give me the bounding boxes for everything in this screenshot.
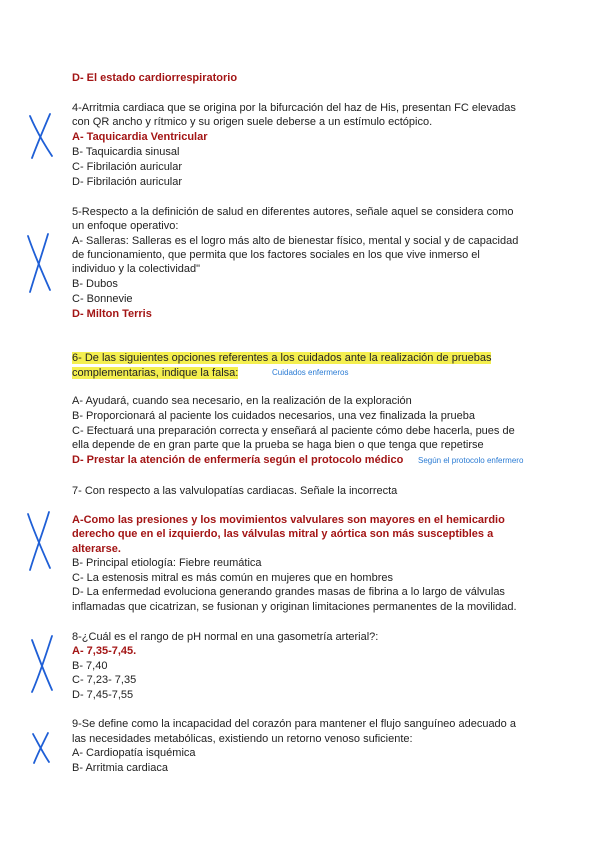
q4-option-a: A- Taquicardia Ventricular [72,131,208,143]
q6-answer-note: Según el protocolo enfermero [418,456,524,465]
q8-option-a: A- 7,35-7,45. [72,645,137,657]
q5-stem-line: 5-Respecto a la definición de salud en diferentes autores, señale aquel se considera como [72,206,514,218]
q6-stem-line: 6- De las siguientes opciones referentes a los cuidados ante la realización de pruebas [72,352,492,364]
q7-option-a-line: A-Como las presiones y los movimientos valvulares son mayores en el hemicardio [72,514,505,526]
x-mark-icon [24,510,54,572]
x-mark-icon [30,731,52,765]
q5-option-a-line: de funcionamiento, que permita que los factores sociales en los que vive inmerso el [72,249,480,261]
q4-stem-line: con QR ancho y rítmico y su origen suele deberse a un estímulo ectópico. [72,116,433,128]
q5-option-a-line: individuo y la colectividad" [72,263,201,275]
x-mark-icon [28,634,56,694]
q6-option-a: A- Ayudará, cuando sea necesario, en la realización de la exploración [72,395,412,407]
q6-stem-note: Cuidados enfermeros [272,368,349,377]
q8-option-b: B- 7,40 [72,660,108,672]
q5-option-b: B- Dubos [72,278,118,290]
q5-option-a-line: A- Salleras: Salleras es el logro más alto de bienestar físico, mental y social y de capacidad [72,235,519,247]
q4-option-c: C- Fibrilación auricular [72,161,183,173]
q7-option-d-line: D- La enfermedad evoluciona generando grandes masas de fibrina a lo largo de válvulas [72,586,505,598]
q8-option-c: C- 7,23- 7,35 [72,674,137,686]
q8-stem: 8-¿Cuál es el rango de pH normal en una gasometría arterial?: [72,631,379,643]
q5-stem-line: un enfoque operativo: [72,220,179,232]
q4-stem-line: 4-Arritmia cardiaca que se origina por la bifurcación del haz de His, presentan FC elevadas [72,102,516,114]
q9-stem-line: 9-Se define como la incapacidad del corazón para mantener el flujo sanguíneo adecuado a [72,718,516,730]
q6-option-b: B- Proporcionará al paciente los cuidados necesarios, una vez finalizada la prueba [72,410,475,422]
q8-option-d: D- 7,45-7,55 [72,689,134,701]
q9-option-b: B- Arritmia cardiaca [72,762,168,774]
q5-option-c: C- Bonnevie [72,293,133,305]
q7-option-d-line: inflamadas que cicatrizan, se fusionan y originan limitaciones permanentes de la movilidad. [72,601,517,613]
q7-option-a-line: alterarse. [72,543,121,555]
q7-option-a-line: derecho que en el izquierdo, las válvulas mitral y aórtica son más susceptibles a [72,528,494,540]
q6-option-c-line: ella depende de en gran parte que la prueba se haga bien o que tenga que repetirse [72,439,484,451]
q9-option-a: A- Cardiopatía isquémica [72,747,196,759]
q4-option-b: B- Taquicardia sinusal [72,146,180,158]
q9-stem-line: las necesidades metabólicas, existiendo un retorno venoso suficiente: [72,733,413,745]
x-mark-icon [26,112,56,160]
q6-option-d: D- Prestar la atención de enfermería según el protocolo médico [72,454,404,466]
q7-stem: 7- Con respecto a las valvulopatías cardiacas. Señale la incorrecta [72,485,398,497]
q7-option-c: C- La estenosis mitral es más común en mujeres que en hombres [72,572,393,584]
q5-option-d: D- Milton Terris [72,308,152,320]
q4-option-d: D- Fibrilación auricular [72,176,183,188]
q3-answer: D- El estado cardiorrespiratorio [72,72,238,84]
q6-stem-line: complementarias, indique la falsa: [72,367,239,379]
q6-option-c-line: C- Efectuará una preparación correcta y enseñará al paciente cómo debe hacerla, pues de [72,425,515,437]
x-mark-icon [24,232,54,294]
q7-option-b: B- Principal etiología: Fiebre reumática [72,557,262,569]
